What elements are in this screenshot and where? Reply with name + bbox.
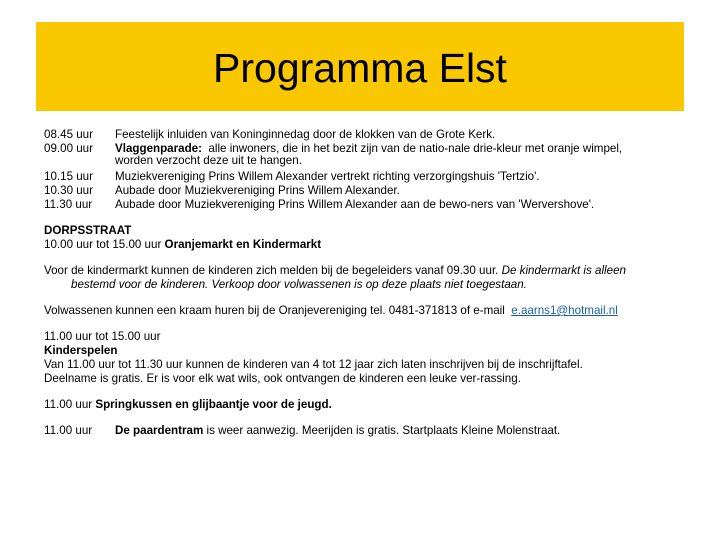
- event-title: De paardentram: [115, 424, 204, 437]
- spacer: [44, 386, 684, 398]
- springkussen-item: [44, 398, 684, 412]
- spacer: [44, 292, 684, 304]
- kindermarkt-info: [44, 264, 684, 292]
- schedule-text: alle inwoners, die in het bezit zijn van de natio-nale drie-kleur met oranje wimpel,: [201, 142, 623, 155]
- kinderspelen-text: Deelname is gratis. Er is voor elk wat wils, ook ontvangen de kinderen een leuke ver-rassing.: [44, 372, 521, 385]
- kindermarkt-text: Voor de kindermarkt kunnen de kinderen zich melden bij de begeleiders vanaf 09.30 uur.: [44, 264, 502, 277]
- email-link[interactable]: e.aarns1@hotmail.nl: [511, 304, 618, 317]
- spacer: [44, 252, 684, 264]
- dorpsstraat-section: [44, 224, 684, 252]
- title-banner: [36, 22, 684, 111]
- event-time: 11.00 uur tot 15.00 uur: [44, 330, 161, 343]
- schedule-item: [44, 128, 684, 142]
- schedule-time: 10.30 uur: [44, 184, 93, 197]
- schedule-time: 11.30 uur: [44, 198, 93, 211]
- spacer: [44, 318, 684, 330]
- spacer: [44, 212, 684, 224]
- page-title: Programma Elst: [213, 45, 507, 91]
- section-heading: Kinderspelen: [44, 344, 118, 357]
- event-title: Oranjemarkt en Kindermarkt: [164, 238, 322, 251]
- program-content: [44, 128, 684, 438]
- event-time: 10.00 uur tot 15.00 uur: [44, 238, 165, 251]
- schedule-item: [44, 198, 684, 212]
- schedule-item: [44, 184, 684, 198]
- schedule-time: 10.15 uur: [44, 170, 93, 183]
- schedule-text-continued: worden verzocht deze uit te hangen.: [115, 154, 302, 167]
- kindermarkt-note: De kindermarkt is alleen: [501, 264, 626, 277]
- spacer: [44, 412, 684, 424]
- schedule-item: [44, 170, 684, 184]
- schedule-text: Aubade door Muziekvereniging Prins Willem Alexander aan de bewo-ners van 'Wervershove'.: [115, 198, 595, 211]
- schedule-bold-label: Vlaggenparade:: [115, 142, 202, 155]
- kraam-info: [44, 304, 684, 318]
- schedule-time: 08.45 uur: [44, 128, 93, 141]
- section-heading: DORPSSTRAAT: [44, 224, 132, 237]
- schedule-text: Aubade door Muziekvereniging Prins Willem Alexander.: [115, 184, 400, 197]
- event-time: 11.00 uur: [44, 398, 96, 411]
- kinderspelen-section: [44, 330, 684, 386]
- event-time: 11.00 uur: [44, 424, 93, 437]
- schedule-text: Muziekvereniging Prins Willem Alexander vertrekt richting verzorgingshuis 'Tertzio'.: [115, 170, 540, 183]
- paardentram-item: [44, 424, 684, 438]
- paardentram-text: is weer aanwezig. Meerijden is gratis. Startplaats Kleine Molenstraat.: [203, 424, 561, 437]
- schedule-time: 09.00 uur: [44, 142, 93, 155]
- kinderspelen-text: Van 11.00 uur tot 11.30 uur kunnen de kinderen van 4 tot 12 jaar zich laten inschrijven bij de inschrijftafel.: [44, 358, 583, 371]
- schedule-description: [115, 142, 684, 166]
- kindermarkt-note-continued: bestemd voor de kinderen. Verkoop door volwassenen is op deze plaats niet toegestaan.: [71, 278, 527, 291]
- paardentram-description: [115, 424, 684, 438]
- schedule-item: [44, 142, 684, 166]
- kraam-text: Volwassenen kunnen een kraam huren bij de Oranjevereniging tel. 0481-371813 of e-mail: [44, 304, 512, 317]
- schedule-text: Feestelijk inluiden van Koninginnedag door de klokken van de Grote Kerk.: [115, 128, 496, 141]
- event-title: Springkussen en glijbaantje voor de jeugd.: [95, 398, 332, 411]
